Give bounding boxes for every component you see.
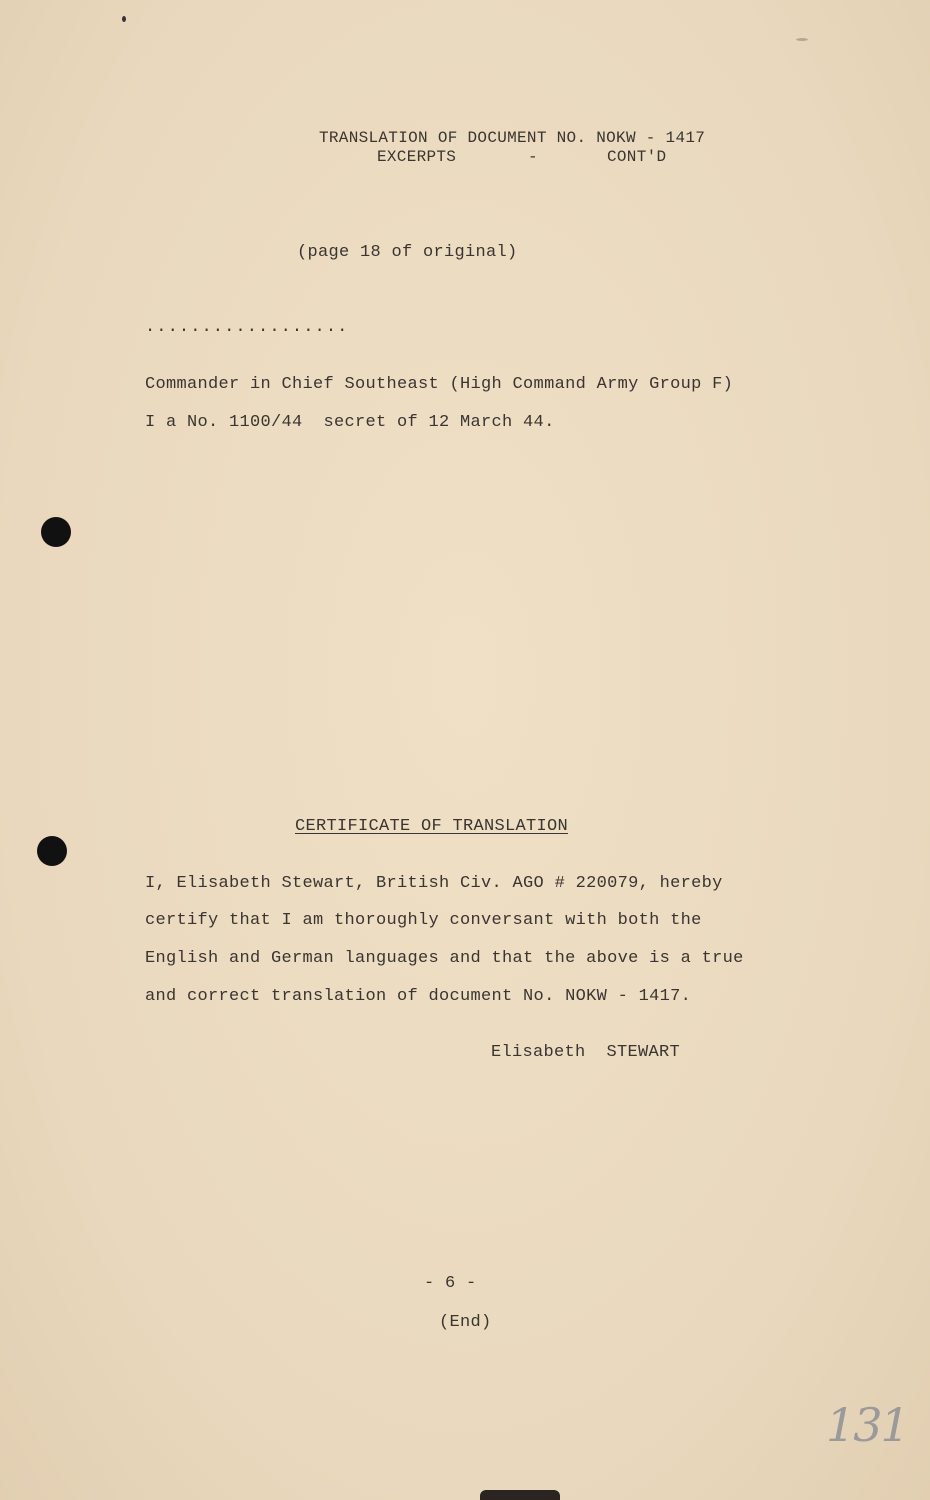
translator-signature: Elisabeth STEWART <box>491 1043 681 1062</box>
page-bottom-edge <box>480 1490 560 1500</box>
omission-dots: .................. <box>145 318 349 337</box>
header-dash: - <box>528 148 538 166</box>
header-contd: CONT'D <box>607 148 667 166</box>
punch-hole-top <box>41 517 71 547</box>
certificate-heading: CERTIFICATE OF TRANSLATION <box>295 817 569 836</box>
page-number: - 6 - <box>424 1274 477 1293</box>
paper-mark <box>796 38 808 41</box>
handwritten-page-number: 131 <box>826 1398 908 1452</box>
end-marker: (End) <box>439 1313 492 1332</box>
header-excerpts: EXCERPTS <box>377 148 457 166</box>
page-reference: (page 18 of original) <box>297 243 518 262</box>
header-title-line1: TRANSLATION OF DOCUMENT NO. NOKW - 1417 <box>319 129 706 147</box>
certificate-line-3: English and German languages and that the above is a true <box>145 949 744 968</box>
body-line-2: I a No. 1100/44 secret of 12 March 44. <box>145 413 555 432</box>
certificate-line-2: certify that I am thoroughly conversant with both the <box>145 911 702 930</box>
certificate-line-4: and correct translation of document No. NOKW - 1417. <box>145 987 692 1006</box>
ink-speck <box>122 16 126 22</box>
punch-hole-bottom <box>37 836 67 866</box>
body-line-1: Commander in Chief Southeast (High Command Army Group F) <box>145 375 734 394</box>
certificate-line-1: I, Elisabeth Stewart, British Civ. AGO # 220079, hereby <box>145 874 723 893</box>
